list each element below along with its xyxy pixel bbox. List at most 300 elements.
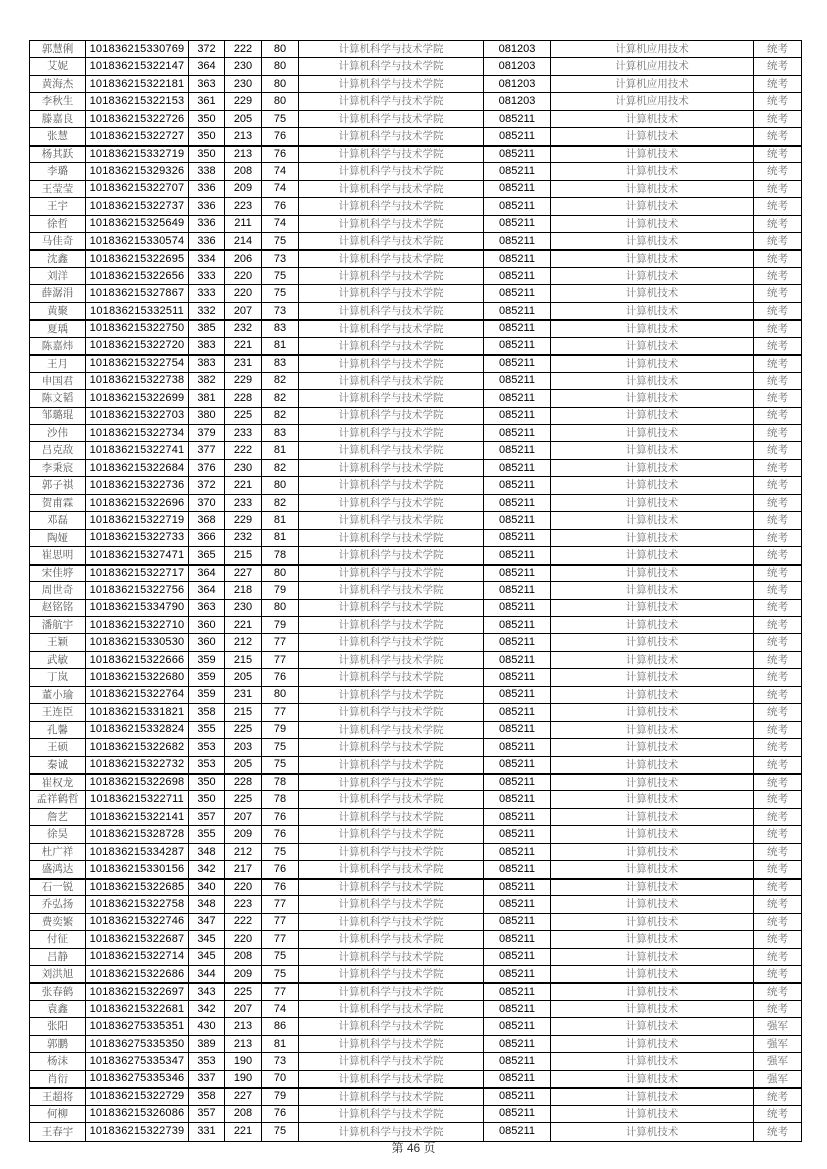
cell-college: 计算机科学与技术学院 (299, 652, 484, 669)
cell-major-code: 085211 (484, 233, 551, 250)
cell-college: 计算机科学与技术学院 (299, 442, 484, 459)
cell-score-3: 77 (262, 652, 299, 669)
cell-score-2: 232 (225, 320, 262, 337)
cell-score-3: 77 (262, 931, 299, 948)
cell-college: 计算机科学与技术学院 (299, 373, 484, 390)
cell-candidate-id: 101836215322686 (86, 966, 189, 983)
cell-exam-type: 统考 (754, 285, 801, 302)
cell-college: 计算机科学与技术学院 (299, 826, 484, 843)
cell-name: 王超将 (30, 1088, 86, 1105)
cell-candidate-id: 101836215322153 (86, 93, 189, 110)
cell-exam-type: 统考 (754, 617, 801, 634)
cell-name: 何柳 (30, 1106, 86, 1123)
cell-major-code: 085211 (484, 408, 551, 425)
cell-score-1: 350 (189, 128, 225, 145)
cell-score-2: 207 (225, 809, 262, 826)
cell-score-1: 372 (189, 41, 225, 58)
cell-score-3: 83 (262, 320, 299, 337)
cell-major: 计算机应用技术 (551, 58, 754, 75)
cell-major: 计算机技术 (551, 233, 754, 250)
cell-score-2: 205 (225, 111, 262, 128)
cell-exam-type: 统考 (754, 547, 801, 564)
cell-college: 计算机科学与技术学院 (299, 791, 484, 808)
cell-score-3: 75 (262, 739, 299, 756)
cell-score-1: 337 (189, 1071, 225, 1088)
cell-name: 沈鑫 (30, 250, 86, 267)
cell-score-1: 363 (189, 600, 225, 617)
cell-score-3: 74 (262, 1001, 299, 1018)
cell-college: 计算机科学与技术学院 (299, 111, 484, 128)
cell-candidate-id: 101836215322729 (86, 1088, 189, 1105)
cell-score-3: 75 (262, 233, 299, 250)
cell-candidate-id: 101836275335351 (86, 1018, 189, 1035)
cell-candidate-id: 101836215322680 (86, 669, 189, 686)
cell-exam-type: 统考 (754, 233, 801, 250)
cell-college: 计算机科学与技术学院 (299, 495, 484, 512)
cell-score-3: 74 (262, 216, 299, 233)
cell-major-code: 085211 (484, 512, 551, 529)
cell-score-1: 359 (189, 652, 225, 669)
cell-name: 肖衍 (30, 1071, 86, 1088)
cell-exam-type: 统考 (754, 477, 801, 494)
cell-score-1: 350 (189, 791, 225, 808)
cell-score-2: 229 (225, 93, 262, 110)
cell-college: 计算机科学与技术学院 (299, 390, 484, 407)
cell-score-1: 364 (189, 582, 225, 599)
cell-score-2: 220 (225, 268, 262, 285)
cell-name: 陈嘉炜 (30, 338, 86, 355)
cell-candidate-id: 101836215322687 (86, 931, 189, 948)
cell-score-3: 78 (262, 547, 299, 564)
cell-college: 计算机科学与技术学院 (299, 181, 484, 198)
cell-name: 袁鑫 (30, 1001, 86, 1018)
cell-exam-type: 统考 (754, 914, 801, 931)
cell-college: 计算机科学与技术学院 (299, 739, 484, 756)
cell-score-3: 76 (262, 128, 299, 145)
cell-exam-type: 统考 (754, 896, 801, 913)
cell-score-3: 76 (262, 146, 299, 163)
cell-score-1: 376 (189, 460, 225, 477)
cell-college: 计算机科学与技术学院 (299, 861, 484, 878)
cell-college: 计算机科学与技术学院 (299, 547, 484, 564)
cell-college: 计算机科学与技术学院 (299, 128, 484, 145)
cell-major-code: 085211 (484, 1053, 551, 1070)
cell-exam-type: 统考 (754, 146, 801, 163)
cell-score-3: 75 (262, 966, 299, 983)
cell-college: 计算机科学与技术学院 (299, 146, 484, 163)
cell-college: 计算机科学与技术学院 (299, 704, 484, 721)
cell-major-code: 085211 (484, 791, 551, 808)
cell-score-2: 213 (225, 1036, 262, 1053)
cell-score-2: 229 (225, 512, 262, 529)
cell-score-3: 83 (262, 425, 299, 442)
cell-score-1: 357 (189, 1106, 225, 1123)
cell-score-2: 209 (225, 826, 262, 843)
cell-name: 周世奇 (30, 582, 86, 599)
cell-name: 李璐 (30, 163, 86, 180)
cell-exam-type: 统考 (754, 983, 801, 1000)
cell-major-code: 085211 (484, 722, 551, 739)
cell-name: 吕克敌 (30, 442, 86, 459)
cell-name: 郭子祺 (30, 477, 86, 494)
cell-score-2: 190 (225, 1071, 262, 1088)
cell-score-1: 372 (189, 477, 225, 494)
cell-candidate-id: 101836215322685 (86, 879, 189, 896)
cell-candidate-id: 101836215322695 (86, 250, 189, 267)
cell-major-code: 085211 (484, 582, 551, 599)
cell-score-1: 357 (189, 809, 225, 826)
cell-college: 计算机科学与技术学院 (299, 931, 484, 948)
cell-score-3: 76 (262, 669, 299, 686)
cell-exam-type: 统考 (754, 565, 801, 582)
cell-major-code: 085211 (484, 146, 551, 163)
cell-name: 滕嘉良 (30, 111, 86, 128)
cell-score-2: 222 (225, 442, 262, 459)
cell-score-3: 82 (262, 460, 299, 477)
cell-score-3: 70 (262, 1071, 299, 1088)
cell-major-code: 085211 (484, 931, 551, 948)
cell-major: 计算机技术 (551, 1018, 754, 1035)
cell-candidate-id: 101836215322734 (86, 425, 189, 442)
page-number-footer: 第 46 页 (391, 1141, 436, 1155)
cell-score-2: 230 (225, 58, 262, 75)
cell-major: 计算机技术 (551, 146, 754, 163)
cell-major-code: 085211 (484, 477, 551, 494)
cell-name: 付征 (30, 931, 86, 948)
cell-score-3: 76 (262, 861, 299, 878)
cell-name: 潘航宇 (30, 617, 86, 634)
cell-major-code: 085211 (484, 617, 551, 634)
cell-name: 王硕 (30, 739, 86, 756)
cell-score-1: 379 (189, 425, 225, 442)
cell-major: 计算机技术 (551, 268, 754, 285)
cell-score-3: 80 (262, 41, 299, 58)
cell-college: 计算机科学与技术学院 (299, 93, 484, 110)
cell-exam-type: 统考 (754, 355, 801, 372)
cell-major-code: 085211 (484, 669, 551, 686)
cell-score-1: 334 (189, 250, 225, 267)
cell-name: 薛潺涓 (30, 285, 86, 302)
cell-major-code: 085211 (484, 495, 551, 512)
cell-college: 计算机科学与技术学院 (299, 1053, 484, 1070)
cell-score-1: 355 (189, 722, 225, 739)
cell-score-2: 225 (225, 722, 262, 739)
cell-name: 张春鹤 (30, 983, 86, 1000)
cell-name: 黄海杰 (30, 76, 86, 93)
cell-major-code: 085211 (484, 1071, 551, 1088)
cell-score-1: 350 (189, 111, 225, 128)
cell-major: 计算机技术 (551, 1071, 754, 1088)
cell-major: 计算机技术 (551, 861, 754, 878)
cell-score-2: 220 (225, 285, 262, 302)
cell-college: 计算机科学与技术学院 (299, 896, 484, 913)
admission-score-table (29, 40, 802, 1142)
cell-candidate-id: 101836215322737 (86, 198, 189, 215)
cell-name: 王莹莹 (30, 181, 86, 198)
cell-score-2: 228 (225, 390, 262, 407)
cell-college: 计算机科学与技术学院 (299, 233, 484, 250)
cell-score-1: 430 (189, 1018, 225, 1035)
cell-college: 计算机科学与技术学院 (299, 844, 484, 861)
cell-exam-type: 统考 (754, 76, 801, 93)
cell-major: 计算机技术 (551, 442, 754, 459)
cell-score-2: 213 (225, 146, 262, 163)
cell-candidate-id: 101836215322181 (86, 76, 189, 93)
cell-score-2: 208 (225, 949, 262, 966)
cell-score-2: 223 (225, 896, 262, 913)
cell-exam-type: 统考 (754, 687, 801, 704)
cell-exam-type: 统考 (754, 111, 801, 128)
cell-name: 陈文韬 (30, 390, 86, 407)
cell-exam-type: 统考 (754, 390, 801, 407)
cell-score-3: 75 (262, 268, 299, 285)
cell-score-3: 76 (262, 809, 299, 826)
cell-score-3: 80 (262, 600, 299, 617)
cell-score-1: 368 (189, 512, 225, 529)
cell-score-1: 385 (189, 320, 225, 337)
cell-exam-type: 统考 (754, 844, 801, 861)
cell-name: 王月 (30, 355, 86, 372)
cell-college: 计算机科学与技术学院 (299, 1001, 484, 1018)
cell-score-2: 218 (225, 582, 262, 599)
cell-score-3: 80 (262, 76, 299, 93)
cell-exam-type: 统考 (754, 669, 801, 686)
cell-candidate-id: 101836215334790 (86, 600, 189, 617)
cell-major-code: 085211 (484, 896, 551, 913)
cell-major-code: 085211 (484, 285, 551, 302)
cell-score-1: 344 (189, 966, 225, 983)
cell-major-code: 085211 (484, 1036, 551, 1053)
cell-name: 刘洋 (30, 268, 86, 285)
cell-name: 秦诚 (30, 757, 86, 774)
cell-candidate-id: 101836215330156 (86, 861, 189, 878)
cell-score-1: 336 (189, 216, 225, 233)
cell-candidate-id: 101836215322147 (86, 58, 189, 75)
cell-major-code: 081203 (484, 58, 551, 75)
cell-college: 计算机科学与技术学院 (299, 477, 484, 494)
cell-exam-type: 统考 (754, 1001, 801, 1018)
cell-score-1: 364 (189, 565, 225, 582)
cell-major: 计算机技术 (551, 600, 754, 617)
cell-exam-type: 统考 (754, 652, 801, 669)
cell-score-2: 208 (225, 1106, 262, 1123)
cell-name: 刘洪旭 (30, 966, 86, 983)
cell-college: 计算机科学与技术学院 (299, 582, 484, 599)
cell-score-2: 221 (225, 477, 262, 494)
cell-college: 计算机科学与技术学院 (299, 983, 484, 1000)
cell-candidate-id: 101836215322758 (86, 896, 189, 913)
cell-name: 李秉宸 (30, 460, 86, 477)
cell-score-3: 80 (262, 565, 299, 582)
cell-score-1: 358 (189, 1088, 225, 1105)
cell-score-1: 353 (189, 1053, 225, 1070)
cell-exam-type: 统考 (754, 1106, 801, 1123)
cell-candidate-id: 101836215327867 (86, 285, 189, 302)
cell-candidate-id: 101836215322764 (86, 687, 189, 704)
cell-major: 计算机技术 (551, 879, 754, 896)
cell-score-1: 360 (189, 617, 225, 634)
cell-name: 徐哲 (30, 216, 86, 233)
cell-major-code: 085211 (484, 216, 551, 233)
cell-exam-type: 统考 (754, 303, 801, 320)
cell-candidate-id: 101836215322697 (86, 983, 189, 1000)
cell-college: 计算机科学与技术学院 (299, 774, 484, 791)
cell-score-2: 231 (225, 687, 262, 704)
cell-major: 计算机技术 (551, 373, 754, 390)
cell-college: 计算机科学与技术学院 (299, 1071, 484, 1088)
cell-score-3: 78 (262, 791, 299, 808)
cell-score-1: 342 (189, 861, 225, 878)
cell-major: 计算机技术 (551, 774, 754, 791)
cell-score-2: 230 (225, 76, 262, 93)
cell-score-2: 220 (225, 879, 262, 896)
cell-major: 计算机应用技术 (551, 41, 754, 58)
cell-candidate-id: 101836215322719 (86, 512, 189, 529)
cell-exam-type: 统考 (754, 495, 801, 512)
cell-score-1: 380 (189, 408, 225, 425)
cell-major: 计算机应用技术 (551, 93, 754, 110)
cell-candidate-id: 101836215327471 (86, 547, 189, 564)
cell-college: 计算机科学与技术学院 (299, 512, 484, 529)
cell-candidate-id: 101836215329326 (86, 163, 189, 180)
cell-score-1: 348 (189, 844, 225, 861)
cell-score-1: 361 (189, 93, 225, 110)
cell-college: 计算机科学与技术学院 (299, 1018, 484, 1035)
cell-score-2: 211 (225, 216, 262, 233)
cell-college: 计算机科学与技术学院 (299, 530, 484, 547)
cell-candidate-id: 101836215322733 (86, 530, 189, 547)
cell-major-code: 085211 (484, 1123, 551, 1140)
cell-exam-type: 统考 (754, 408, 801, 425)
cell-score-2: 209 (225, 181, 262, 198)
cell-score-2: 205 (225, 669, 262, 686)
cell-college: 计算机科学与技术学院 (299, 216, 484, 233)
cell-score-1: 343 (189, 983, 225, 1000)
cell-score-3: 75 (262, 757, 299, 774)
cell-major: 计算机技术 (551, 931, 754, 948)
cell-exam-type: 统考 (754, 163, 801, 180)
cell-candidate-id: 101836215322666 (86, 652, 189, 669)
cell-candidate-id: 101836215322684 (86, 460, 189, 477)
cell-exam-type: 统考 (754, 757, 801, 774)
cell-candidate-id: 101836215325649 (86, 216, 189, 233)
cell-major-code: 085211 (484, 739, 551, 756)
cell-name: 盛鸿达 (30, 861, 86, 878)
cell-score-3: 76 (262, 1106, 299, 1123)
cell-candidate-id: 101836275335347 (86, 1053, 189, 1070)
cell-major: 计算机技术 (551, 530, 754, 547)
cell-major-code: 085211 (484, 809, 551, 826)
cell-exam-type: 统考 (754, 774, 801, 791)
cell-score-1: 350 (189, 146, 225, 163)
cell-major: 计算机技术 (551, 285, 754, 302)
cell-college: 计算机科学与技术学院 (299, 198, 484, 215)
cell-exam-type: 统考 (754, 879, 801, 896)
cell-name: 詹艺 (30, 809, 86, 826)
cell-candidate-id: 101836275335350 (86, 1036, 189, 1053)
cell-major: 计算机技术 (551, 1106, 754, 1123)
cell-exam-type: 统考 (754, 41, 801, 58)
cell-score-2: 212 (225, 634, 262, 651)
cell-candidate-id: 101836215322698 (86, 774, 189, 791)
cell-score-2: 233 (225, 495, 262, 512)
cell-candidate-id: 101836215322699 (86, 390, 189, 407)
cell-major-code: 085211 (484, 390, 551, 407)
cell-name: 杨沫 (30, 1053, 86, 1070)
cell-college: 计算机科学与技术学院 (299, 757, 484, 774)
cell-college: 计算机科学与技术学院 (299, 669, 484, 686)
cell-score-2: 213 (225, 1018, 262, 1035)
cell-candidate-id: 101836215322754 (86, 355, 189, 372)
cell-college: 计算机科学与技术学院 (299, 1036, 484, 1053)
cell-score-1: 353 (189, 757, 225, 774)
cell-major-code: 085211 (484, 949, 551, 966)
cell-score-3: 79 (262, 582, 299, 599)
cell-major-code: 085211 (484, 425, 551, 442)
cell-score-3: 75 (262, 949, 299, 966)
cell-major: 计算机技术 (551, 216, 754, 233)
cell-score-3: 77 (262, 914, 299, 931)
cell-score-2: 222 (225, 41, 262, 58)
cell-major-code: 085211 (484, 704, 551, 721)
cell-major: 计算机技术 (551, 652, 754, 669)
cell-candidate-id: 101836215322710 (86, 617, 189, 634)
cell-score-3: 77 (262, 896, 299, 913)
cell-major-code: 085211 (484, 268, 551, 285)
cell-score-3: 73 (262, 1053, 299, 1070)
cell-score-3: 74 (262, 181, 299, 198)
cell-major-code: 085211 (484, 687, 551, 704)
cell-candidate-id: 101836215334287 (86, 844, 189, 861)
cell-college: 计算机科学与技术学院 (299, 617, 484, 634)
cell-name: 孟祥鹤哲 (30, 791, 86, 808)
cell-score-2: 215 (225, 547, 262, 564)
cell-score-3: 77 (262, 704, 299, 721)
cell-college: 计算机科学与技术学院 (299, 303, 484, 320)
cell-major: 计算机技术 (551, 966, 754, 983)
cell-exam-type: 统考 (754, 949, 801, 966)
cell-major: 计算机技术 (551, 425, 754, 442)
cell-major-code: 085211 (484, 966, 551, 983)
cell-major: 计算机技术 (551, 355, 754, 372)
cell-candidate-id: 101836215322727 (86, 128, 189, 145)
cell-major: 计算机技术 (551, 547, 754, 564)
cell-major: 计算机技术 (551, 983, 754, 1000)
cell-candidate-id: 101836215322750 (86, 320, 189, 337)
cell-major-code: 085211 (484, 1106, 551, 1123)
cell-major: 计算机技术 (551, 1088, 754, 1105)
cell-name: 郭慧俐 (30, 41, 86, 58)
cell-major-code: 085211 (484, 530, 551, 547)
cell-major: 计算机技术 (551, 1123, 754, 1140)
cell-score-2: 214 (225, 233, 262, 250)
cell-exam-type: 统考 (767, 1125, 788, 1138)
cell-candidate-id: 101836215322707 (86, 181, 189, 198)
cell-score-3: 82 (262, 408, 299, 425)
cell-exam-type: 统考 (754, 128, 801, 145)
cell-score-2: 227 (225, 1088, 262, 1105)
cell-major: 计算机技术 (551, 809, 754, 826)
cell-name: 王春宇 (30, 1123, 86, 1140)
cell-candidate-id: 101836215322682 (86, 739, 189, 756)
cell-score-2: 223 (225, 198, 262, 215)
cell-major-code: 085211 (484, 128, 551, 145)
cell-exam-type: 统考 (754, 739, 801, 756)
cell-score-1: 348 (189, 896, 225, 913)
cell-major-code: 085211 (484, 565, 551, 582)
cell-college: 计算机科学与技术学院 (299, 460, 484, 477)
cell-college: 计算机科学与技术学院 (299, 268, 484, 285)
